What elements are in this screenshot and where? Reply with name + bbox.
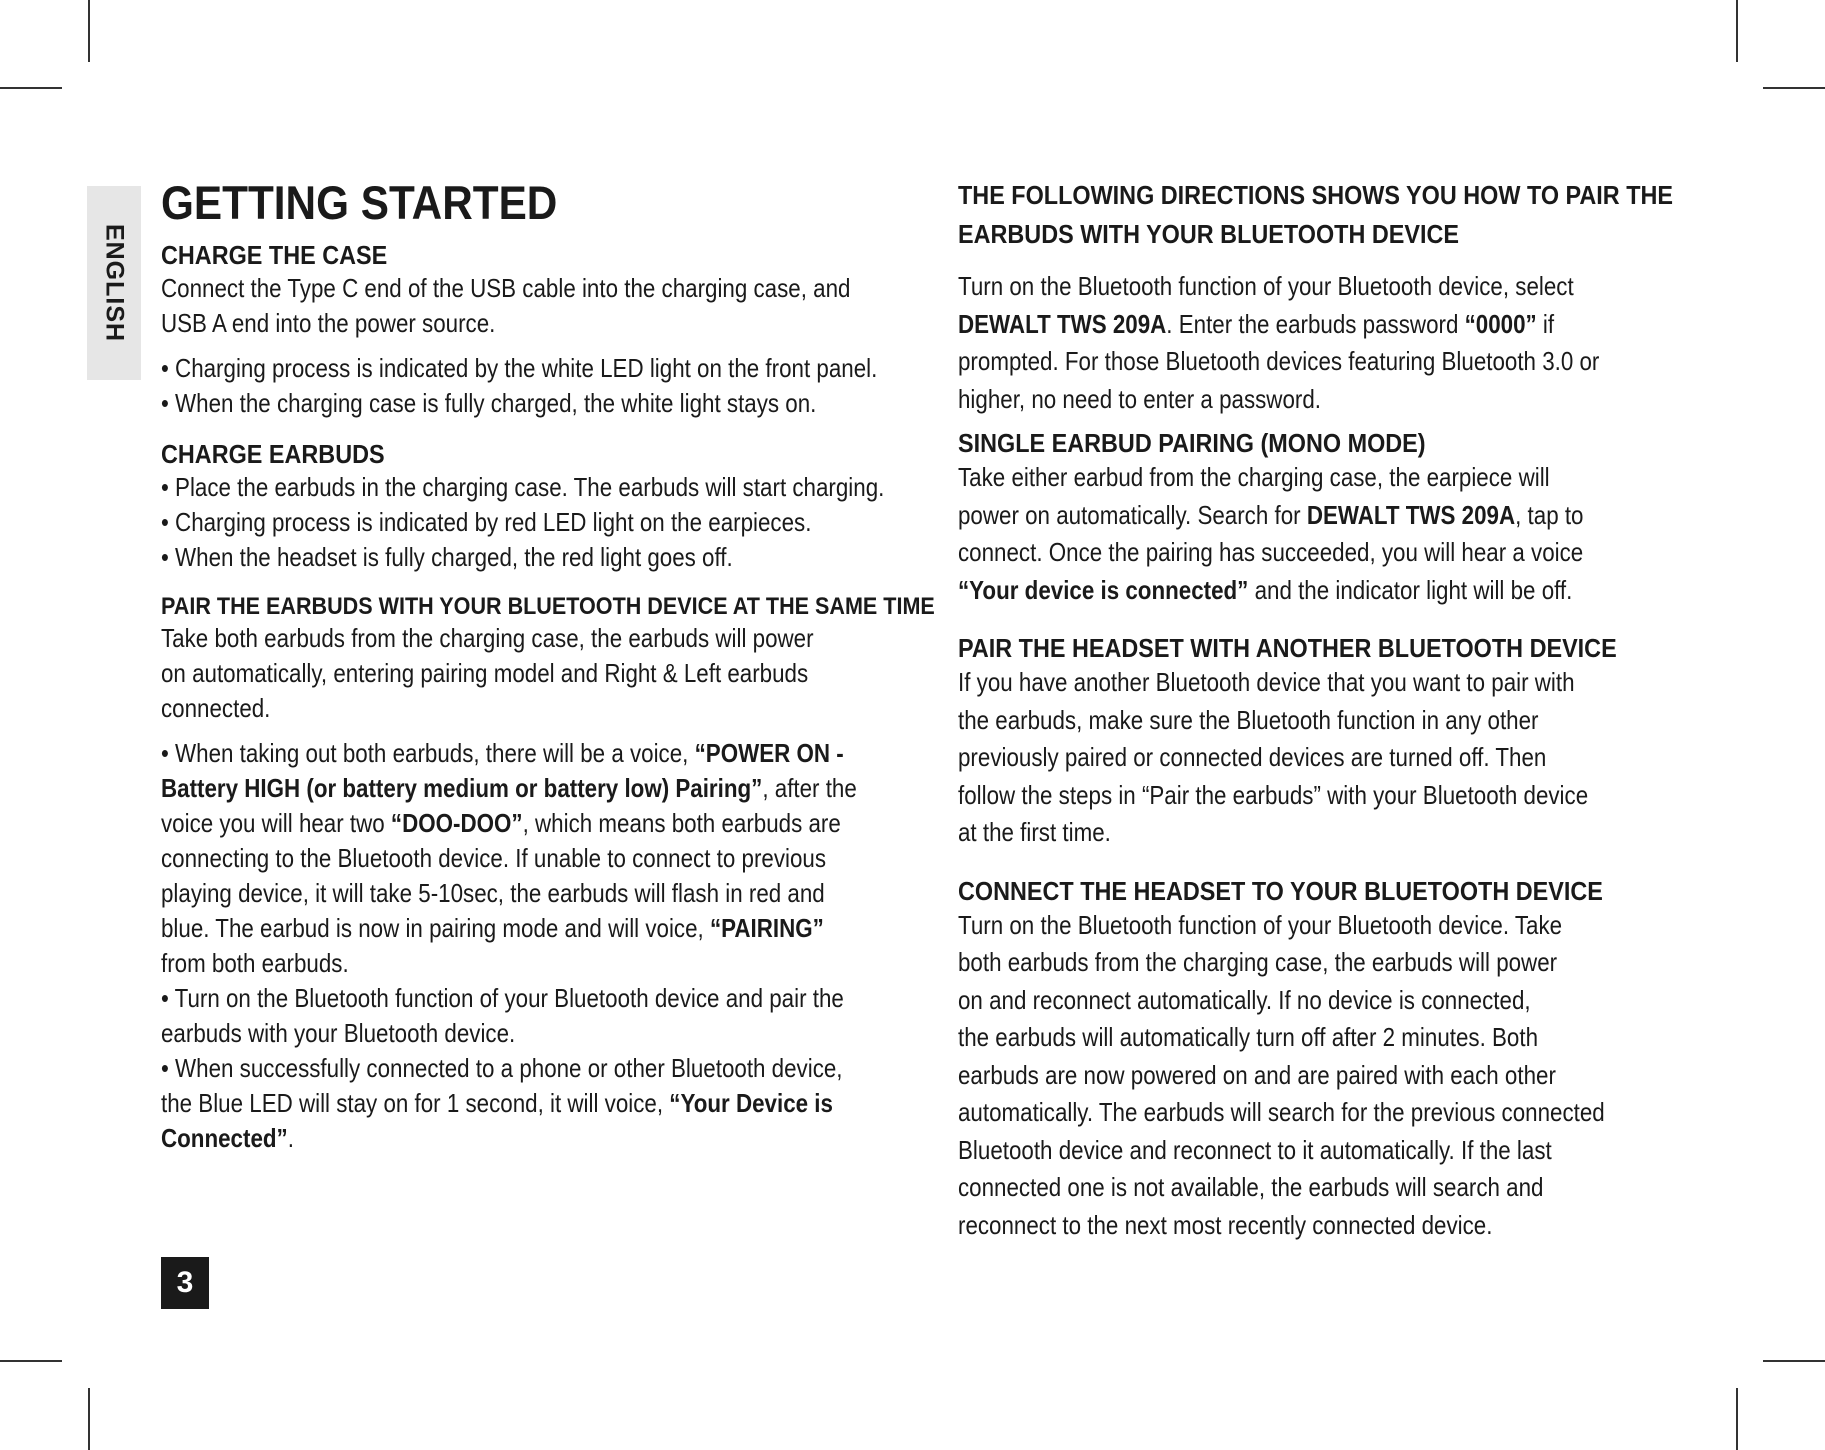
body-line: blue. The earbud is now in pairing mode and will voice, “PAIRING” — [161, 913, 824, 943]
crop-mark — [0, 87, 62, 89]
single-earbud-heading: SINGLE EARBUD PAIRING (MONO MODE) — [958, 428, 1426, 458]
body-line: • Turn on the Bluetooth function of your Bluetooth device and pair the — [161, 983, 844, 1013]
bullet-item: • Charging process is indicated by the white LED light on the front panel. — [161, 353, 878, 383]
pair-same-time-heading: PAIR THE EARBUDS WITH YOUR BLUETOOTH DEVICE AT THE SAME TIME — [161, 593, 935, 620]
bullet-item: • Charging process is indicated by red LED light on the earpieces. — [161, 507, 812, 537]
body-line: connecting to the Bluetooth device. If unable to connect to previous — [161, 843, 827, 873]
body-line: connect. Once the pairing has succeeded, you will hear a voice — [958, 537, 1584, 567]
body-line: Connected”. — [161, 1123, 294, 1153]
body-line: If you have another Bluetooth device that you want to pair with — [958, 667, 1575, 697]
body-line: Take both earbuds from the charging case, the earbuds will power — [161, 623, 814, 653]
crop-mark — [88, 0, 90, 62]
body-line: DEWALT TWS 209A. Enter the earbuds password “0000” if — [958, 308, 1555, 339]
left-column — [161, 175, 935, 1156]
body-line: at the first time. — [958, 817, 1111, 847]
crop-mark — [1763, 1360, 1825, 1362]
directions-heading: THE FOLLOWING DIRECTIONS SHOWS YOU HOW TO PAIR THE — [958, 180, 1674, 210]
body-line: connected one is not available, the earbuds will search and — [958, 1172, 1544, 1202]
body-line: connected. — [161, 693, 271, 723]
language-label: ENGLISH — [100, 223, 129, 343]
bullet-item: • When the charging case is fully charged, the white light stays on. — [161, 388, 817, 418]
body-line: automatically. The earbuds will search for the previous connected — [958, 1097, 1605, 1127]
body-line: the earbuds, make sure the Bluetooth function in any other — [958, 704, 1539, 735]
body-line: previously paired or connected devices are turned off. Then — [958, 742, 1547, 772]
directions-heading: EARBUDS WITH YOUR BLUETOOTH DEVICE — [958, 219, 1459, 249]
charge-case-heading: CHARGE THE CASE — [161, 240, 388, 270]
body-line: Turn on the Bluetooth function of your Bluetooth device. Take — [958, 909, 1563, 940]
bullet-item: • Place the earbuds in the charging case. The earbuds will start charging. — [161, 472, 885, 502]
right-column — [958, 180, 1674, 1244]
connect-headset-heading: CONNECT THE HEADSET TO YOUR BLUETOOTH DEVICE — [958, 875, 1603, 906]
body-line: the Blue LED will stay on for 1 second, it will voice, “Your Device is — [161, 1088, 833, 1118]
body-line: • When successfully connected to a phone or other Bluetooth device, — [161, 1053, 843, 1083]
crop-mark — [1736, 0, 1738, 62]
body-line: higher, no need to enter a password. — [958, 383, 1321, 414]
crop-mark — [1736, 1388, 1738, 1450]
crop-mark — [1763, 87, 1825, 89]
body-line: • When taking out both earbuds, there will be a voice, “POWER ON - — [161, 738, 844, 768]
body-line: prompted. For those Bluetooth devices featuring Bluetooth 3.0 or — [958, 346, 1600, 376]
bullet-item: • When the headset is fully charged, the red light goes off. — [161, 542, 733, 572]
body-line: on and reconnect automatically. If no device is connected, — [958, 984, 1531, 1015]
another-device-heading: PAIR THE HEADSET WITH ANOTHER BLUETOOTH DEVICE — [958, 633, 1617, 663]
body-line: Connect the Type C end of the USB cable into the charging case, and — [161, 273, 851, 303]
body-line: both earbuds from the charging case, the earbuds will power — [958, 947, 1558, 977]
body-line: earbuds are now powered on and are paired with each other — [958, 1059, 1556, 1090]
body-line: Bluetooth device and reconnect to it automatically. If the last — [958, 1134, 1552, 1165]
body-line: USB A end into the power source. — [161, 308, 496, 338]
body-line: power on automatically. Search for DEWALT TWS 209A, tap to — [958, 499, 1584, 530]
body-line: follow the steps in “Pair the earbuds” with your Bluetooth device — [958, 779, 1589, 810]
body-line: “Your device is connected” and the indicator light will be off. — [958, 574, 1573, 605]
language-tab — [87, 186, 141, 380]
charge-earbuds-heading: CHARGE EARBUDS — [161, 439, 385, 469]
body-line: Take either earbud from the charging case, the earpiece will — [958, 462, 1550, 492]
page-title: GETTING STARTED — [161, 176, 558, 229]
crop-mark — [88, 1388, 90, 1450]
body-line: voice you will hear two “DOO-DOO”, which means both earbuds are — [161, 808, 841, 838]
body-line: Battery HIGH (or battery medium or battery low) Pairing”, after the — [161, 773, 857, 803]
body-line: on automatically, entering pairing model and Right & Left earbuds — [161, 658, 809, 688]
body-line: the earbuds will automatically turn off after 2 minutes. Both — [958, 1022, 1539, 1052]
body-line: from both earbuds. — [161, 948, 349, 978]
body-line: Turn on the Bluetooth function of your Bluetooth device, select — [958, 271, 1574, 301]
crop-mark — [0, 1360, 62, 1362]
body-line: playing device, it will take 5-10sec, the earbuds will flash in red and — [161, 878, 825, 908]
page-number: 3 — [161, 1257, 209, 1309]
body-line: reconnect to the next most recently connected device. — [958, 1209, 1493, 1240]
body-line: earbuds with your Bluetooth device. — [161, 1018, 516, 1048]
